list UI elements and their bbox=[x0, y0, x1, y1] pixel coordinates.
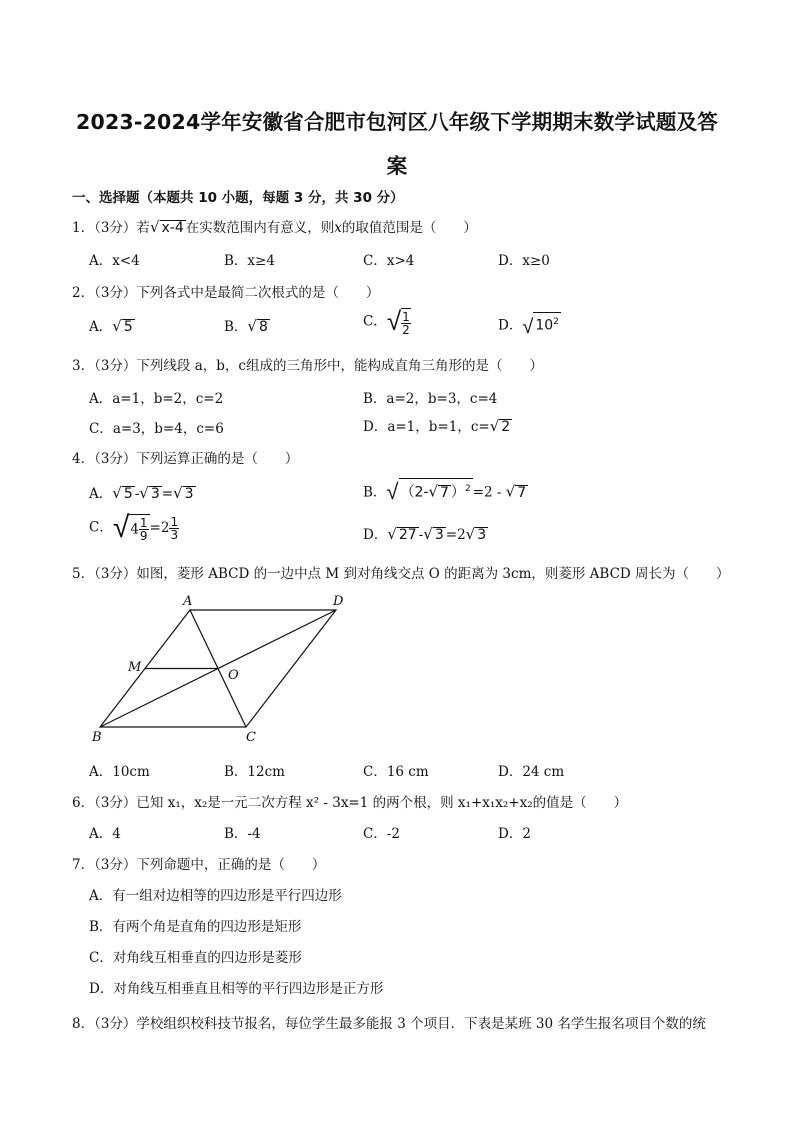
q4-a-rad1: 5 bbox=[123, 486, 133, 502]
sqrt-icon: √ bbox=[112, 484, 122, 502]
q2-d-base: 10 bbox=[535, 317, 554, 334]
q2-option-c bbox=[363, 308, 411, 336]
question-4: 4．（3分）下列运算正确的是（ ） bbox=[72, 451, 299, 467]
q4-option-a: A．√ 5 -√ 3 =√ 3 bbox=[89, 484, 194, 502]
label-m: M bbox=[128, 660, 142, 675]
q4-c-rnum: 1 bbox=[170, 514, 179, 529]
sqrt-icon: √ bbox=[112, 317, 122, 335]
question-2: 2．（3分）下列各式中是最简二次根式的是（ ） bbox=[72, 285, 380, 301]
q6-option-a: A．4 bbox=[89, 826, 121, 842]
q4-b-close: ） bbox=[450, 484, 465, 501]
sqrt-icon: √ bbox=[139, 484, 149, 502]
q1-option-a: A．x<4 bbox=[89, 253, 140, 269]
q2-c-fraction bbox=[401, 308, 411, 336]
question-8: 8．（3分）学校组织校科技节报名，每位学生最多能报 3 个项目．下表是某班 30 名学生报名项目个数的统 bbox=[72, 1016, 706, 1032]
q4-b-exp: 2 bbox=[464, 484, 471, 494]
q4-a-label: A． bbox=[89, 486, 113, 502]
q4-b-rad: 7 bbox=[440, 484, 449, 501]
q1-option-b: B．x≥4 bbox=[224, 253, 275, 269]
q4-b-inner: （2- bbox=[400, 484, 429, 501]
q4-c-rden: 3 bbox=[170, 527, 179, 542]
sqrt-icon: √ bbox=[505, 482, 516, 501]
q7-option-c: C．对角线互相垂直的四边形是菱形 bbox=[89, 950, 302, 966]
q4-c-eq: =2 bbox=[149, 520, 170, 536]
rhombus-figure bbox=[88, 590, 358, 745]
q4-c-rfrac bbox=[169, 516, 179, 541]
q6-option-b: B．-4 bbox=[224, 826, 261, 842]
q2-option-a bbox=[89, 315, 135, 335]
q2-option-b bbox=[224, 315, 270, 335]
q3-option-c: C．a=3，b=4，c=6 bbox=[89, 421, 224, 437]
label-a: A bbox=[183, 594, 193, 609]
q3-d-radicand: 2 bbox=[501, 419, 511, 435]
q2-option-d bbox=[498, 312, 561, 339]
q3-d-text: D．a=1，b=1，c= bbox=[363, 419, 490, 435]
label-c: C bbox=[246, 730, 256, 745]
q6-option-d: D．2 bbox=[498, 826, 531, 842]
sqrt-icon: √ bbox=[423, 525, 433, 543]
question-1 bbox=[72, 216, 477, 236]
q1-option-c: C．x>4 bbox=[363, 253, 415, 269]
sqrt-icon: √ bbox=[247, 317, 257, 335]
q3-option-a: A．a=1，b=2，c=2 bbox=[89, 391, 224, 407]
q3-option-b: B．a=2，b=3，c=4 bbox=[363, 391, 498, 407]
q4-c-whole: 4 bbox=[130, 521, 139, 538]
q1-stem-mid: 在实数范围内有意义，则 bbox=[185, 220, 335, 236]
q4-c-label: C． bbox=[89, 519, 113, 536]
q4-b-rhs: =2 - bbox=[472, 484, 506, 501]
section-heading: 一、选择题（本题共 10 小题，每题 3 分，共 30 分） bbox=[72, 190, 404, 206]
sqrt-icon: √ bbox=[522, 314, 534, 339]
q1-option-d: D．x≥0 bbox=[498, 253, 550, 269]
q7-option-b: B．有两个角是直角的四边形是矩形 bbox=[89, 919, 302, 935]
sqrt-icon: √ bbox=[465, 525, 476, 543]
sqrt-icon: √ bbox=[386, 480, 399, 506]
q4-d-rad2: 3 bbox=[434, 527, 444, 543]
q4-d-rad3: 3 bbox=[477, 527, 487, 543]
q4-d-label: D． bbox=[363, 527, 388, 543]
sqrt-icon: √ bbox=[173, 484, 183, 502]
q4-d-rad1: 27 bbox=[398, 527, 417, 543]
title-line-1: 2023-2024学年安徽省合肥市包河区八年级下学期期末数学试题及答 bbox=[76, 110, 718, 134]
q4-a-rad3: 3 bbox=[184, 486, 194, 502]
q4-c-num: 1 bbox=[139, 516, 148, 530]
document-title bbox=[70, 100, 724, 188]
q2-a-label: A． bbox=[89, 319, 113, 335]
q4-option-d: D．√ 27 -√ 3 =2√ 3 bbox=[363, 525, 487, 543]
label-b: B bbox=[92, 730, 102, 745]
label-d: D bbox=[333, 594, 344, 609]
q4-option-c bbox=[89, 510, 179, 545]
q3-option-d bbox=[363, 415, 512, 435]
sqrt-icon: √ bbox=[489, 417, 500, 435]
q5-option-c: C．16 cm bbox=[363, 764, 429, 780]
sqrt-icon: √ bbox=[386, 307, 402, 337]
q4-d-eq: =2 bbox=[445, 527, 466, 543]
q4-option-b bbox=[363, 478, 528, 506]
q4-a-rad2: 3 bbox=[150, 486, 160, 502]
q5-option-b: B．12cm bbox=[224, 764, 285, 780]
question-7: 7．（3分）下列命题中，正确的是（ ） bbox=[72, 857, 326, 873]
q2-b-radicand: 8 bbox=[258, 319, 268, 335]
q5-option-d: D．24 cm bbox=[498, 764, 565, 780]
sqrt-icon: √ bbox=[387, 525, 397, 543]
q1-variable: x bbox=[334, 220, 342, 236]
q2-d-exp: 2 bbox=[553, 317, 559, 327]
label-o: O bbox=[228, 668, 239, 683]
q1-stem-prefix: 1．（3分）若 bbox=[72, 220, 150, 236]
q5-option-a: A．10cm bbox=[89, 764, 150, 780]
q4-b-radicand bbox=[399, 478, 473, 501]
q2-c-label: C． bbox=[363, 313, 387, 330]
q7-option-d: D．对角线互相垂直且相等的平行四边形是正方形 bbox=[89, 981, 384, 997]
q4-b-rad2: 7 bbox=[517, 484, 527, 501]
q2-a-radicand: 5 bbox=[123, 319, 133, 335]
question-6: 6．（3分）已知 x₁，x₂是一元二次方程 x² - 3x=1 的两个根，则 x₁+x₁x₂+x₂的值是（ ） bbox=[72, 795, 628, 811]
question-5: 5．（3分）如图，菱形 ABCD 的一边中点 M 到对角线交点 O 的距离为 3cm，则菱形 ABCD 周长为（ ） bbox=[72, 566, 730, 582]
q7-option-a: A．有一组对边相等的四边形是平行四边形 bbox=[89, 888, 342, 904]
sqrt-icon: √ bbox=[112, 510, 130, 545]
q4-c-radicand bbox=[129, 514, 149, 542]
q2-c-den: 2 bbox=[402, 323, 410, 337]
sqrt-icon: √ bbox=[428, 482, 439, 501]
q4-c-den: 9 bbox=[139, 529, 148, 543]
q2-d-radicand bbox=[533, 312, 561, 334]
q2-b-label: B． bbox=[224, 319, 248, 335]
question-3: 3．（3分）下列线段 a，b，c组成的三角形中，能构成直角三角形的是（ ） bbox=[72, 358, 543, 374]
q4-c-frac bbox=[139, 517, 149, 542]
q2-c-num: 1 bbox=[402, 310, 410, 324]
q6-option-c: C．-2 bbox=[363, 826, 400, 842]
sqrt-icon: √ bbox=[149, 218, 160, 236]
q2-d-label: D． bbox=[498, 317, 523, 334]
q1-stem-suffix: 的取值范围是（ ） bbox=[341, 220, 477, 236]
title-line-2: 案 bbox=[386, 154, 408, 178]
q4-b-label: B． bbox=[363, 484, 387, 501]
q1-radicand: x-4 bbox=[161, 220, 184, 236]
